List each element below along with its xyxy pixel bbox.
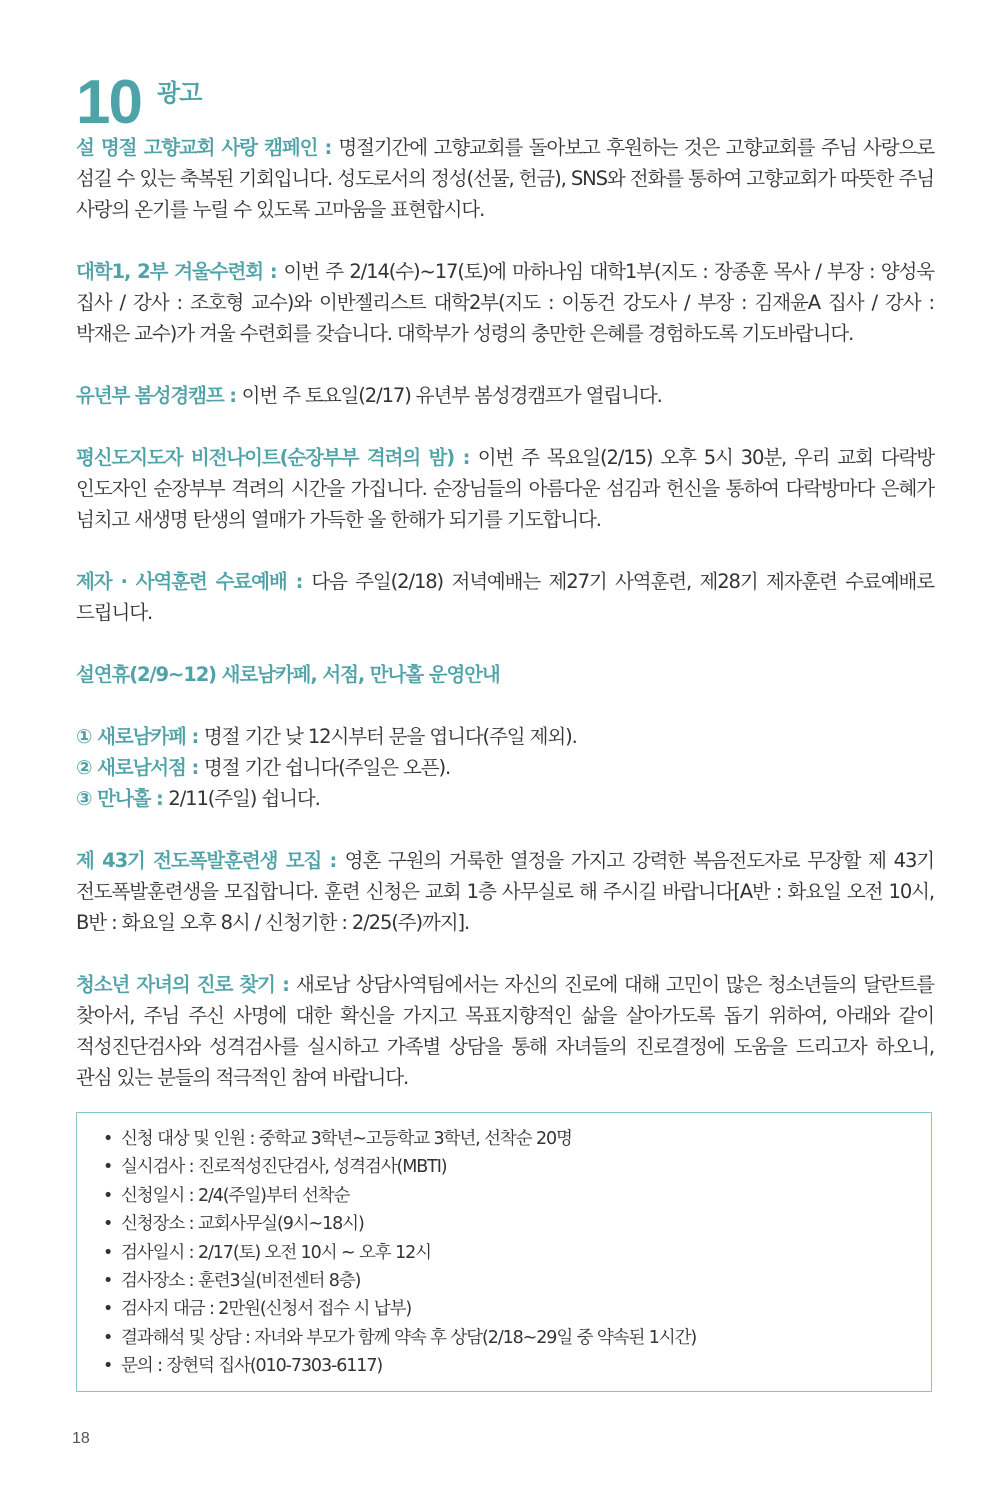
details-box — [76, 1112, 932, 1392]
holiday-item-text: 2/11(주일) 쉽니다. — [168, 787, 320, 810]
page-number: 18 — [72, 1430, 90, 1447]
holiday-item-label: ② 새로남서점 : — [76, 756, 204, 779]
list-item: • 신청장소 : 교회사무실(9시~18시) — [103, 1210, 931, 1238]
announcement-vision-night — [76, 442, 934, 535]
announcement-label: 설 명절 고향교회 사랑 캠페인 : — [76, 136, 339, 159]
bullet: • — [103, 1356, 113, 1377]
holiday-item-label: ① 새로남카페 : — [76, 725, 204, 748]
list-item: • 문의 : 장현덕 집사(010-7303-6117) — [103, 1352, 931, 1380]
announcement-text: 다음 주일(2/18) 저녁예배는 제27기 사역훈련, 제28기 제자훈련 수료예배로 드립니다. — [76, 570, 934, 624]
announcement-label: 청소년 자녀의 진로 찾기 : — [76, 973, 296, 996]
announcement-text: 새로남 상담사역팀에서는 자신의 진로에 대해 고민이 많은 청소년들의 달란트를 찾아서, 주님 주신 사명에 대한 확신을 가지고 목표지향적인 삶을 살아가도록 돕기 위하여, 아래와 같이 적성진단검사와 성격검사를 실시하고 가족별 상담을 통해 자녀들의 진로결정에 도움을 드리고자 하오니, 관심 있는 분들의 적극적인 참여 바랍니다. — [76, 973, 934, 1089]
announcement-text: 이번 주 토요일(2/17) 유년부 봄성경캠프가 열립니다. — [241, 384, 662, 407]
announcement-label: 제 43기 전도폭발훈련생 모집 : — [76, 849, 345, 872]
announcement-label: 유년부 봄성경캠프 : — [76, 384, 242, 407]
holiday-item-bookstore — [76, 752, 934, 783]
announcement-text: 이번 주 2/14(수)~17(토)에 마하나임 대학1부(지도 : 장종훈 목사 / 부장 : 양성욱 집사 / 강사 : 조호형 교수)와 이반젤리스트 대학2부(지도 : 이동건 강도사 / 부장 : 김재윤A 집사 / 강사 : 박재은 교수)가 겨울 수련회를 갖습니다. 대학부가 성령의 충만한 은혜를 경험하도록 기도바랍니다. — [76, 260, 935, 345]
announcement-college-retreat — [76, 256, 934, 349]
list-item: • 신청일시 : 2/4(주일)부터 선착순 — [103, 1182, 931, 1210]
holiday-heading: 설연휴(2/9~12) 새로남카페, 서점, 만나홀 운영안내 — [76, 663, 500, 686]
bullet: • — [103, 1299, 113, 1320]
section-number: 10 — [76, 68, 141, 137]
list-item: • 검사지 대금 : 2만원(신청서 접수 시 납부) — [103, 1295, 931, 1323]
list-item: • 검사장소 : 훈련3실(비전센터 8층) — [103, 1267, 931, 1295]
announcement-hometown-church — [76, 132, 934, 225]
holiday-item-label: ③ 만나홀 : — [76, 787, 169, 810]
holiday-item-manna-hall — [76, 783, 934, 814]
bullet: • — [103, 1185, 113, 1206]
announcement-text: 이번 주 목요일(2/15) 오후 5시 30분, 우리 교회 다락방 인도자인 순장부부 격려의 시간을 가집니다. 순장님들의 아름다운 섬김과 헌신을 통하여 다락방마다 은혜가 넘치고 새생명 탄생의 열매가 가득한 올 한해가 되기를 기도합니다. — [76, 446, 934, 531]
announcement-graduation-service — [76, 566, 934, 628]
bullet: • — [103, 1271, 113, 1292]
bullet: • — [103, 1157, 113, 1178]
list-item: • 검사일시 : 2/17(토) 오전 10시 ~ 오후 12시 — [103, 1239, 931, 1267]
announcement-label: 대학1, 2부 겨울수련회 : — [76, 260, 284, 283]
announcement-text: 영혼 구원의 거룩한 열정을 가지고 강력한 복음전도자로 무장할 제 43기 전도폭발훈련생을 모집합니다. 훈련 신청은 교회 1층 사무실로 해 주시길 바랍니다[A반 : 화요일 오전 10시, B반 : 화요일 오후 8시 / 신청기한 : 2/25(주)까지]. — [76, 849, 934, 934]
announcement-youth-career — [76, 969, 934, 1093]
bullet: • — [103, 1242, 113, 1263]
section-title: 광고 — [156, 79, 202, 107]
list-item: • 결과해석 및 상담 : 자녀와 부모가 함께 약속 후 상담(2/18~29일 중 약속된 1시간) — [103, 1324, 931, 1352]
announcement-text: 명절기간에 고향교회를 돌아보고 후원하는 것은 고향교회를 주님 사랑으로 섬길 수 있는 축복된 기회입니다. 성도로서의 정성(선물, 헌금), SNS와 전화를 통하여 고향교회가 따뜻한 주님 사랑의 온기를 누릴 수 있도록 고마움을 표현합시다. — [76, 136, 934, 221]
section-header — [76, 68, 202, 137]
announcement-label: 평신도지도자 비전나이트(순장부부 격려의 밤) : — [76, 446, 478, 469]
holiday-item-cafe — [76, 721, 934, 752]
details-list — [103, 1125, 931, 1381]
announcements — [76, 132, 934, 1093]
holiday-item-text: 명절 기간 낮 12시부터 문을 엽니다(주일 제외). — [203, 725, 577, 748]
list-item: • 실시검사 : 진로적성진단검사, 성격검사(MBTI) — [103, 1153, 931, 1181]
announcement-kids-camp — [76, 380, 934, 411]
bullet: • — [103, 1327, 113, 1348]
holiday-item-text: 명절 기간 쉽니다(주일은 오픈). — [203, 756, 451, 779]
bullet: • — [103, 1214, 113, 1235]
announcement-label: 제자 · 사역훈련 수료예배 : — [76, 570, 312, 593]
list-item: • 신청 대상 및 인원 : 중학교 3학년~고등학교 3학년, 선착순 20명 — [103, 1125, 931, 1153]
bullet: • — [103, 1129, 113, 1149]
announcement-evangelism-training — [76, 845, 934, 938]
